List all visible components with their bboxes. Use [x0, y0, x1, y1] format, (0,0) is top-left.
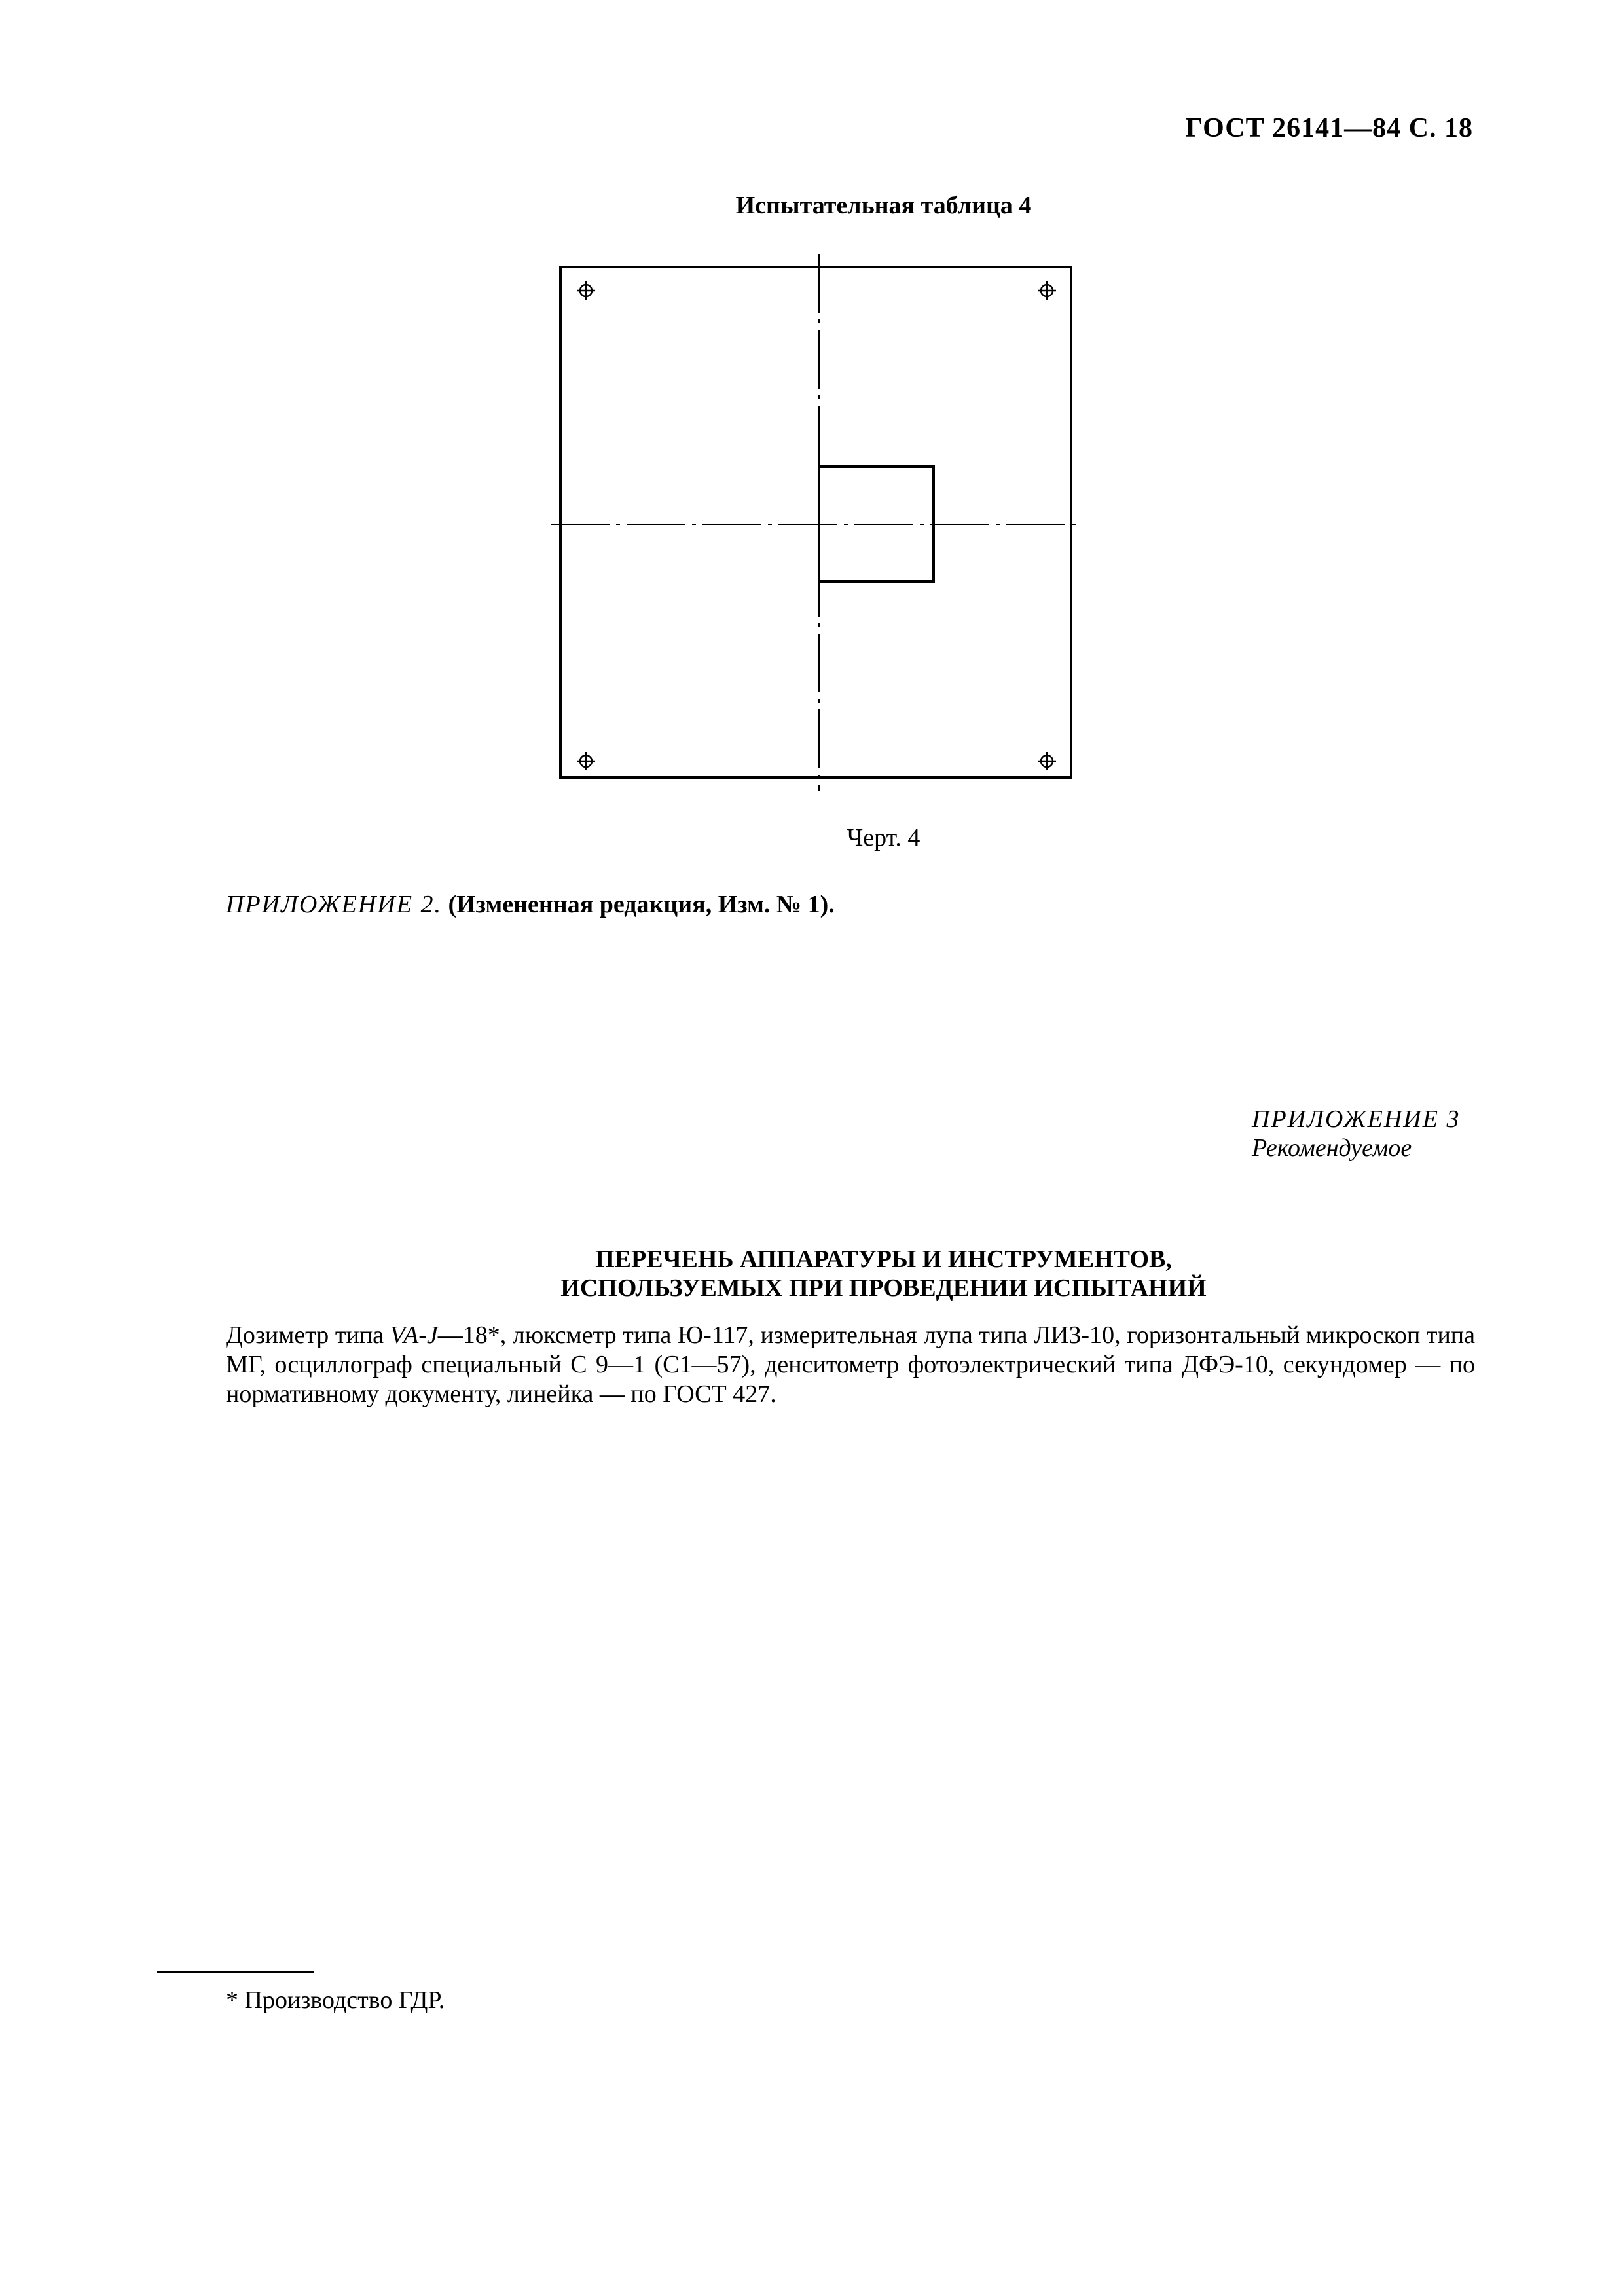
- equipment-text-prefix: Дозиметр типа: [226, 1321, 390, 1349]
- appendix2-note: [226, 890, 835, 919]
- figure-caption: Черт. 4: [847, 824, 921, 852]
- equipment-list-title: [0, 1245, 1623, 1302]
- appendix3-label: ПРИЛОЖЕНИЕ 3: [1252, 1105, 1461, 1133]
- appendix2-revision-text: (Измененная редакция, Изм. № 1).: [448, 891, 835, 918]
- equipment-list-title-line2: ИСПОЛЬЗУЕМЫХ ПРИ ПРОВЕДЕНИИ ИСПЫТАНИЙ: [560, 1274, 1207, 1302]
- footnote-separator: [157, 1971, 314, 1973]
- equipment-model-name: VA-J: [390, 1321, 438, 1349]
- test-table-drawing: [547, 254, 1084, 791]
- registration-mark-top-left: [577, 281, 595, 300]
- appendix3-heading: [1252, 1105, 1460, 1162]
- footnote: * Производство ГДР.: [226, 1986, 445, 2014]
- equipment-list-paragraph: [226, 1321, 1475, 1409]
- equipment-text-rest: —18*, люксметр типа Ю-117, измерительная лупа типа ЛИЗ-10, горизонтальный микроскоп типа МГ, осциллограф специальный С 9—1 (С1—57), денситометр фотоэлектрический типа ДФЭ-10, секундомер — по нормативному документу, линейка — по ГОСТ 427.: [226, 1321, 1475, 1408]
- registration-mark-bottom-right: [1038, 752, 1056, 770]
- equipment-list-title-line1: ПЕРЕЧЕНЬ АППАРАТУРЫ И ИНСТРУМЕНТОВ,: [595, 1246, 1172, 1273]
- appendix2-label: ПРИЛОЖЕНИЕ 2.: [226, 891, 442, 918]
- page-header-title: ГОСТ 26141—84 С. 18: [1185, 113, 1473, 143]
- test-table-caption: Испытательная таблица 4: [735, 192, 1032, 219]
- registration-mark-top-right: [1038, 281, 1056, 300]
- appendix3-status: Рекомендуемое: [1252, 1134, 1412, 1162]
- registration-mark-bottom-left: [577, 752, 595, 770]
- outer-frame: [560, 267, 1071, 778]
